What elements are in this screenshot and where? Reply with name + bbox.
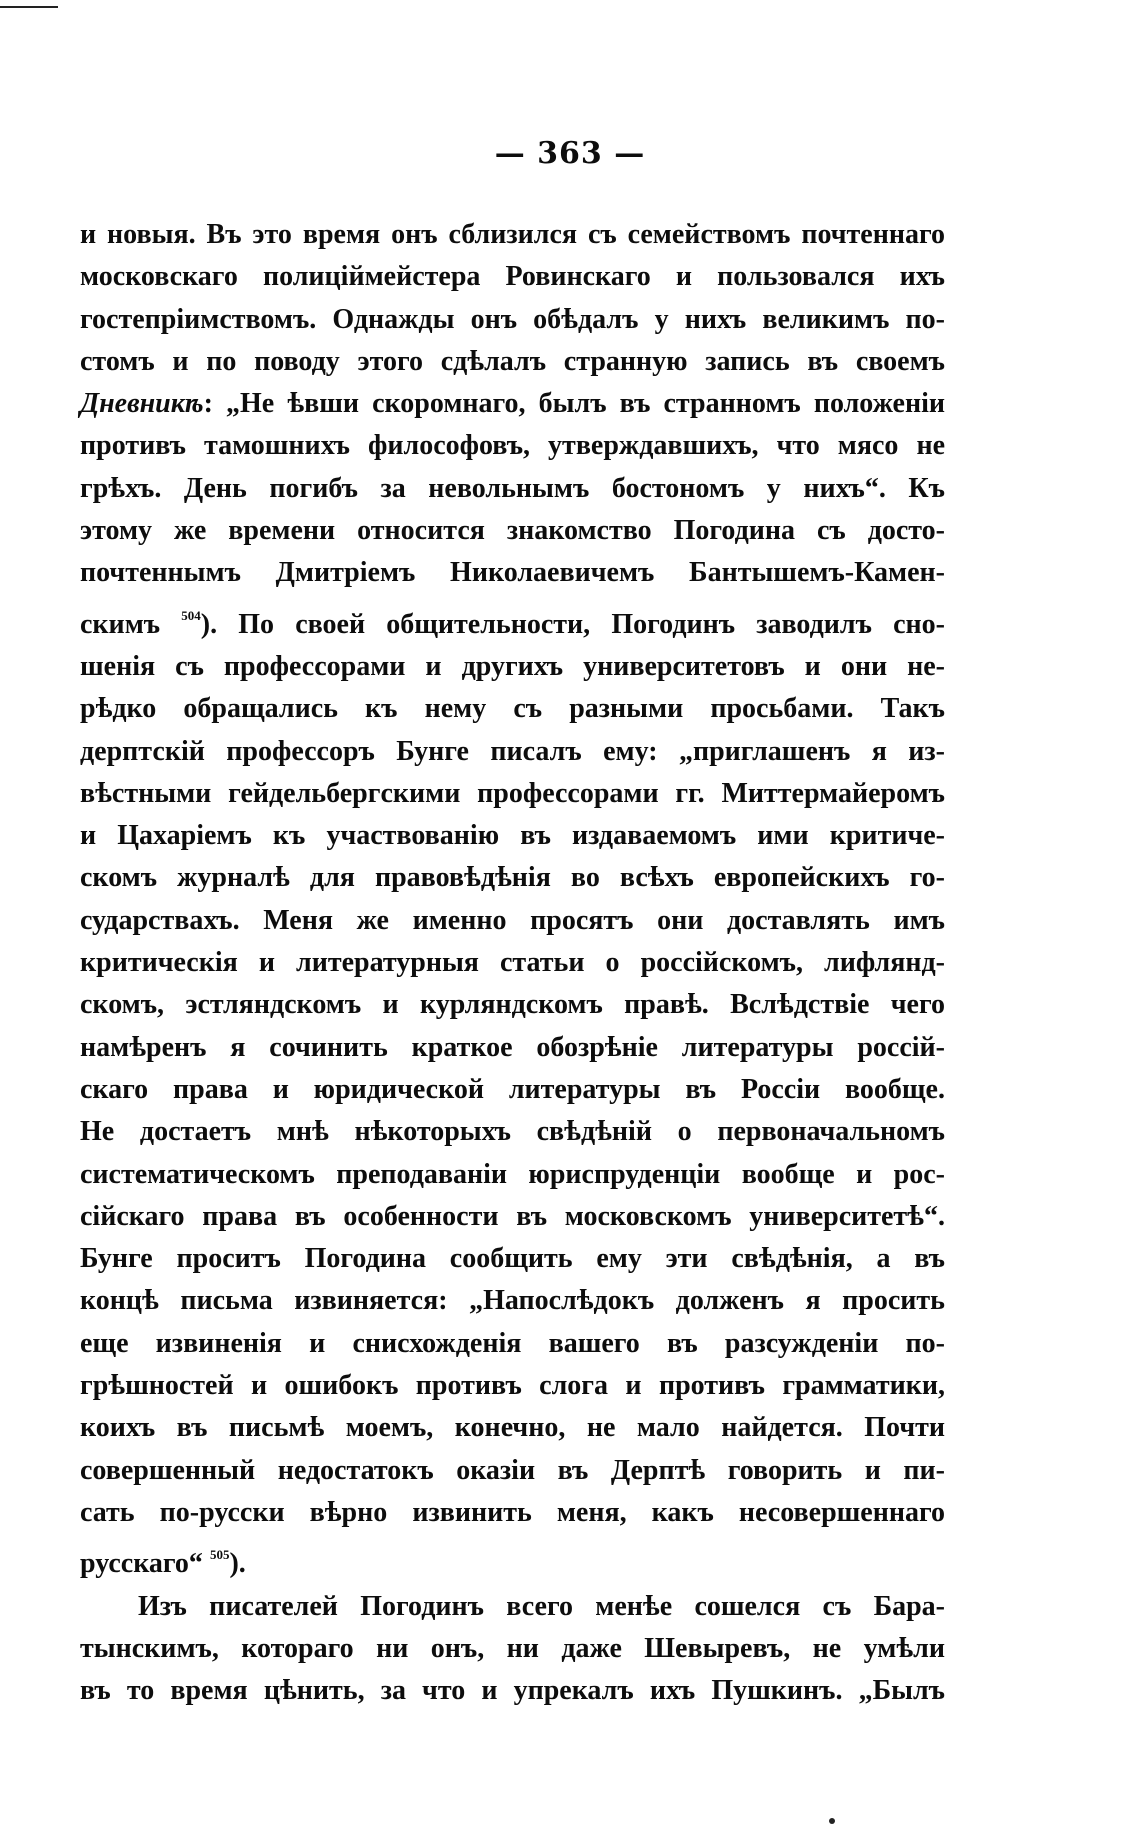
text-line: еще извиненiя и снисхожденiя вашего въ разсужденiи по- [80, 1327, 945, 1359]
body-text [80, 214, 945, 1712]
text-line: совершенный недостатокъ оказiи въ Дерптѣ говорить и пи- [80, 1454, 945, 1486]
text-line: тынскимъ, котораго ни онъ, ни даже Шевыревъ, не умѣли [80, 1632, 945, 1664]
text-line: сударствахъ. Меня же именно просятъ они доставлять имъ [80, 904, 945, 936]
text-line: стомъ и по поводу этого сдѣлалъ странную запись въ своемъ [80, 345, 945, 377]
text-line: сiйскаго права въ особенности въ московскомъ университетѣ“. [80, 1200, 945, 1232]
text-line: этому же времени относится знакомство Погодина съ досто- [80, 515, 945, 547]
text-line: критическiя и литературныя статьи о россiйскомъ, лифлянд- [80, 947, 945, 979]
text-fragment: русскаго“ [80, 1548, 210, 1580]
text-line: коихъ въ письмѣ моемъ, конечно, не мало найдется. Почти [80, 1412, 945, 1444]
text-line: противъ тамошнихъ философовъ, утверждавшихъ, что мясо не [80, 430, 945, 462]
text-line: гостепрiимствомъ. Однажды онъ обѣдалъ у нихъ великимъ по- [80, 303, 945, 335]
text-line: скаго права и юридической литературы въ Россiи вообще. [80, 1073, 945, 1105]
text-line: Изъ писателей Погодинъ всего менѣе сошелся съ Бара- [138, 1590, 945, 1622]
text-line: сать по-русски вѣрно извинить меня, какъ несовершеннаго [80, 1496, 945, 1528]
text-line: и новыя. Въ это время онъ сблизился съ семействомъ почтеннаго [80, 219, 945, 250]
text-fragment: ). По своей общительности, Погодинъ заводилъ сно- [200, 608, 946, 640]
text-line: грѣхъ. День погибъ за невольнымъ бостономъ у нихъ“. Къ [80, 472, 945, 504]
text-line: концѣ письма извиняется: „Напослѣдокъ долженъ я просить [80, 1285, 945, 1317]
page-number: — 363 — [494, 136, 646, 171]
text-line: московскаго полицiймейстера Ровинскаго и пользовался ихъ [80, 261, 945, 293]
text-line: въ то время цѣнить, за что и упрекалъ ихъ Пушкинъ. „Былъ [80, 1675, 945, 1707]
paragraph-2 [80, 1586, 945, 1713]
text-line [80, 1534, 945, 1585]
footnote-ref: 505 [209, 1547, 230, 1563]
text-line [80, 595, 945, 646]
text-line: Бунге проситъ Погодина сообщить ему эти свѣдѣнiя, а въ [80, 1243, 945, 1275]
text-line: почтеннымъ Дмитрiемъ Николаевичемъ Бантышемъ-Камен- [80, 557, 945, 589]
text-line: скомъ журналѣ для правовѣдѣнiя во всѣхъ европейскихъ го- [80, 862, 945, 894]
text-line: рѣдко обращались къ нему съ разными просьбами. Такъ [80, 693, 945, 725]
italic-title: Дневникѣ [80, 388, 204, 420]
text-line: и Цахарiемъ къ участвованiю въ издаваемомъ ими критиче- [80, 820, 945, 852]
paragraph-1 [80, 214, 945, 1586]
text-line: дерптскiй профессоръ Бунге писалъ ему: „приглашенъ я из- [80, 735, 945, 767]
text-fragment: : „Не ѣвши скоромнаго, былъ въ странномъ положенiи [203, 388, 945, 420]
text-line: систематическомъ преподаванiи юриспруденцiи вообще и рос- [80, 1158, 945, 1190]
text-line: шенiя съ профессорами и другихъ университетовъ и они не- [80, 650, 945, 682]
text-fragment: ). [229, 1548, 246, 1580]
scan-edge-rule [0, 6, 58, 8]
text-line [80, 383, 945, 425]
footnote-ref: 504 [181, 607, 201, 623]
text-line: Не достаетъ мнѣ нѣкоторыхъ свѣдѣнiй о первоначальномъ [80, 1116, 945, 1148]
text-line: намѣренъ я сочинить краткое обозрѣнiе литературы россiй- [80, 1031, 945, 1063]
text-line: грѣшностей и ошибокъ противъ слога и противъ грамматики, [80, 1370, 945, 1402]
scan-speck [829, 1818, 835, 1824]
text-fragment: скимъ [80, 608, 182, 640]
text-line: скомъ, эстляндскомъ и курляндскомъ правѣ. Вслѣдствiе чего [80, 989, 945, 1021]
text-line: вѣстными гейдельбергскими профессорами гг. Миттермайеромъ [80, 777, 945, 809]
